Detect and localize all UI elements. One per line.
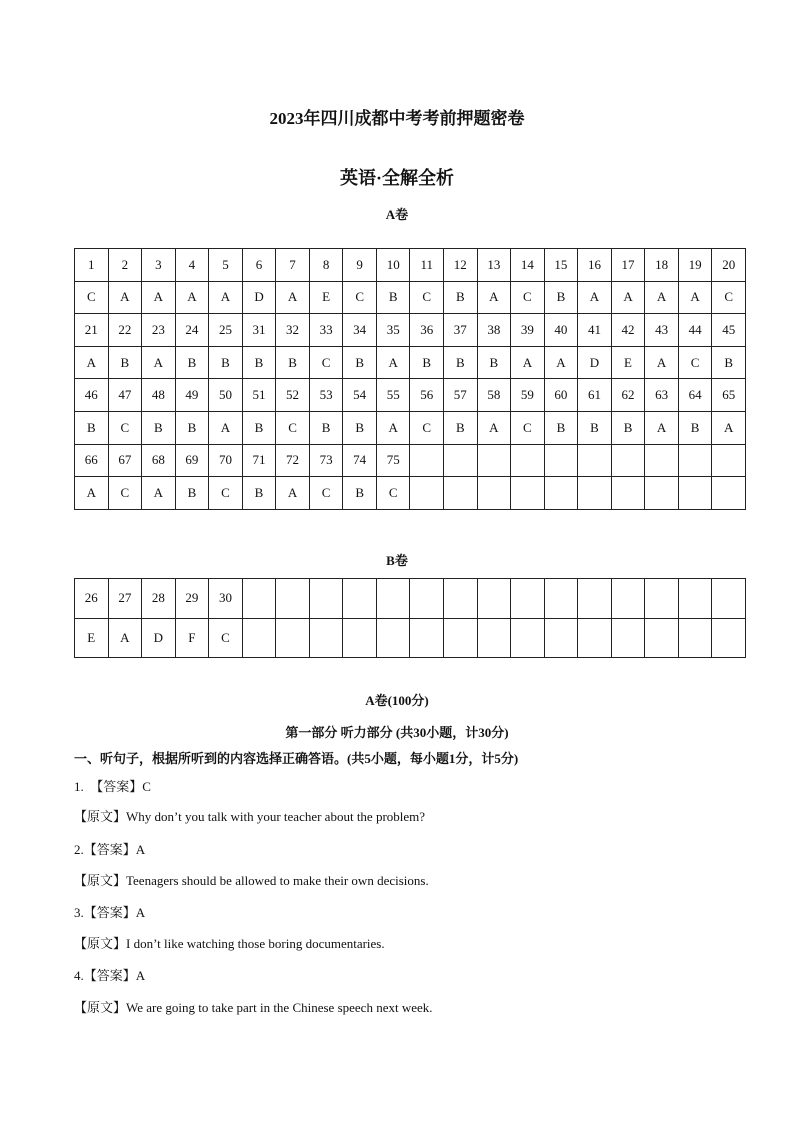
table-a-cell: B (175, 477, 209, 510)
table-a-cell: C (309, 346, 343, 379)
table-a-cell: B (544, 411, 578, 444)
table-b-cell (242, 579, 276, 619)
table-a-cell (444, 477, 478, 510)
table-a-cell: B (242, 346, 276, 379)
answer-table-b (74, 578, 746, 658)
table-a-cell: 3 (142, 249, 176, 282)
table-a-cell: 66 (75, 444, 109, 477)
table-b-cell (343, 579, 377, 619)
table-a-cell: 36 (410, 314, 444, 347)
table-a-row (75, 411, 746, 444)
table-a-cell: A (511, 346, 545, 379)
table-a-cell: 60 (544, 379, 578, 412)
table-a-cell: C (276, 411, 310, 444)
table-b-cell (242, 618, 276, 658)
table-a-row (75, 444, 746, 477)
table-a-cell: B (343, 477, 377, 510)
table-b-cell (477, 579, 511, 619)
table-a-cell: 41 (578, 314, 612, 347)
table-a-cell: 48 (142, 379, 176, 412)
item-1-source: 【原文】Why don’t you talk with your teacher about the problem? (74, 809, 426, 824)
table-a-cell (410, 444, 444, 477)
section-instruction: 一、听句子，根据所听到的内容选择正确答语。(共5小题，每小题1分，计5分) (74, 751, 519, 766)
table-a-cell: 7 (276, 249, 310, 282)
table-b-cell (544, 618, 578, 658)
table-a-cell: 71 (242, 444, 276, 477)
table-b-cell (578, 618, 612, 658)
item-3-answer: 3.【答案】A (74, 905, 146, 920)
table-a-cell: D (578, 346, 612, 379)
table-b-cell (410, 618, 444, 658)
table-a-cell (544, 477, 578, 510)
table-a-cell: 32 (276, 314, 310, 347)
table-a-cell: 4 (175, 249, 209, 282)
table-a-cell: A (645, 281, 679, 314)
table-a-cell: 38 (477, 314, 511, 347)
table-a-cell: B (242, 411, 276, 444)
table-a-cell: B (410, 346, 444, 379)
table-a-cell: 68 (142, 444, 176, 477)
table-a-cell: 33 (309, 314, 343, 347)
table-b-cell: 29 (175, 579, 209, 619)
table-b-cell: C (209, 618, 243, 658)
table-b-cell (276, 579, 310, 619)
table-a-cell: B (578, 411, 612, 444)
table-a-cell: 62 (611, 379, 645, 412)
table-b-cell: D (142, 618, 176, 658)
table-a-cell: B (175, 346, 209, 379)
table-a-cell: 39 (511, 314, 545, 347)
table-a-cell: 17 (611, 249, 645, 282)
table-a-cell: 67 (108, 444, 142, 477)
table-a-cell: E (309, 281, 343, 314)
table-a-cell: 15 (544, 249, 578, 282)
item-2-source: 【原文】Teenagers should be allowed to make their own decisions. (74, 873, 429, 888)
table-b-cell: 30 (209, 579, 243, 619)
document-title: 2023年四川成都中考考前押题密卷 (269, 109, 525, 128)
table-a-cell (712, 477, 746, 510)
table-b-cell: F (175, 618, 209, 658)
table-a-cell (645, 444, 679, 477)
table-a-cell (544, 444, 578, 477)
table-a-cell: A (276, 281, 310, 314)
table-a-cell: 40 (544, 314, 578, 347)
table-b-cell (712, 579, 746, 619)
table-a-cell: 5 (209, 249, 243, 282)
table-a-cell: C (108, 477, 142, 510)
table-a-row (75, 281, 746, 314)
table-a-cell: 31 (242, 314, 276, 347)
table-a-cell: 57 (444, 379, 478, 412)
table-a-cell: 14 (511, 249, 545, 282)
table-a-cell: B (142, 411, 176, 444)
table-a-cell: A (142, 346, 176, 379)
table-b-cell (444, 579, 478, 619)
table-a-cell: 6 (242, 249, 276, 282)
table-a-cell: B (611, 411, 645, 444)
table-a-cell: B (276, 346, 310, 379)
table-a-cell: C (343, 281, 377, 314)
table-a-cell: A (376, 411, 410, 444)
table-b-cell (511, 579, 545, 619)
section-a-label: A卷 (385, 207, 409, 222)
table-a-cell: B (309, 411, 343, 444)
table-a-cell: 52 (276, 379, 310, 412)
table-a-cell: B (444, 281, 478, 314)
part-header: A卷(100分) (365, 693, 429, 708)
table-a-cell: B (444, 346, 478, 379)
table-a-cell: 64 (678, 379, 712, 412)
table-a-cell: A (108, 281, 142, 314)
table-b-cell (511, 618, 545, 658)
table-b-cell (712, 618, 746, 658)
table-a-cell (678, 444, 712, 477)
table-a-cell: 58 (477, 379, 511, 412)
table-a-cell: A (209, 281, 243, 314)
table-a-cell: 70 (209, 444, 243, 477)
table-b-cell (309, 618, 343, 658)
table-a-cell (645, 477, 679, 510)
table-a-cell: 20 (712, 249, 746, 282)
table-a-cell: 18 (645, 249, 679, 282)
table-a-cell (712, 444, 746, 477)
table-b-cell: A (108, 618, 142, 658)
table-a-cell: B (544, 281, 578, 314)
table-a-cell (611, 444, 645, 477)
table-a-row (75, 249, 746, 282)
table-a-cell: 21 (75, 314, 109, 347)
item-3-source: 【原文】I don’t like watching those boring documentaries. (74, 936, 385, 951)
table-a-cell: 9 (343, 249, 377, 282)
table-a-cell: 25 (209, 314, 243, 347)
table-a-cell (477, 444, 511, 477)
table-a-cell: A (276, 477, 310, 510)
table-a-cell: 73 (309, 444, 343, 477)
table-a-cell: B (209, 346, 243, 379)
item-4-source: 【原文】We are going to take part in the Chinese speech next week. (74, 1000, 433, 1015)
table-b-cell (645, 579, 679, 619)
table-a-cell: B (343, 411, 377, 444)
table-a-cell: 72 (276, 444, 310, 477)
document-subtitle: 英语·全解全析 (339, 168, 454, 188)
table-a-cell: 75 (376, 444, 410, 477)
table-a-cell: 51 (242, 379, 276, 412)
table-a-cell: B (444, 411, 478, 444)
table-a-cell: C (511, 411, 545, 444)
table-a-cell (578, 477, 612, 510)
table-a-cell: C (410, 281, 444, 314)
table-a-cell: 46 (75, 379, 109, 412)
table-a-cell: 74 (343, 444, 377, 477)
table-a-cell: 23 (142, 314, 176, 347)
table-a-cell: B (477, 346, 511, 379)
table-a-cell: A (477, 281, 511, 314)
answer-table-a (74, 248, 746, 510)
table-a-cell: 63 (645, 379, 679, 412)
table-a-cell: A (142, 281, 176, 314)
table-a-cell: C (712, 281, 746, 314)
table-a-cell: 22 (108, 314, 142, 347)
table-b-cell: E (75, 618, 109, 658)
table-a-cell: E (611, 346, 645, 379)
table-a-cell: A (477, 411, 511, 444)
table-a-cell: B (678, 411, 712, 444)
table-a-cell: 54 (343, 379, 377, 412)
table-a-cell: 53 (309, 379, 343, 412)
table-b-cell: 26 (75, 579, 109, 619)
table-a-cell: A (75, 346, 109, 379)
table-a-cell: 49 (175, 379, 209, 412)
table-a-cell: 42 (611, 314, 645, 347)
table-b-cell (611, 618, 645, 658)
table-a-cell: 69 (175, 444, 209, 477)
table-b-cell (645, 618, 679, 658)
table-b-cell (611, 579, 645, 619)
table-a-cell: B (108, 346, 142, 379)
table-a-cell: 2 (108, 249, 142, 282)
table-b-row (75, 579, 746, 619)
table-a-cell: C (309, 477, 343, 510)
table-b-cell (444, 618, 478, 658)
table-a-cell: A (645, 411, 679, 444)
table-a-cell: 35 (376, 314, 410, 347)
table-b-row (75, 618, 746, 658)
table-a-row (75, 314, 746, 347)
table-a-cell: 24 (175, 314, 209, 347)
item-4-answer: 4.【答案】A (74, 968, 146, 983)
item-2-answer: 2.【答案】A (74, 842, 146, 857)
table-a-cell: 55 (376, 379, 410, 412)
table-a-cell: 50 (209, 379, 243, 412)
table-a-cell (477, 477, 511, 510)
table-a-cell: 59 (511, 379, 545, 412)
table-b-cell: 28 (142, 579, 176, 619)
table-a-cell (611, 477, 645, 510)
table-b-cell (376, 579, 410, 619)
table-b-cell (544, 579, 578, 619)
table-a-cell: B (376, 281, 410, 314)
table-b-cell (678, 579, 712, 619)
table-b-cell (578, 579, 612, 619)
table-a-cell: C (511, 281, 545, 314)
table-a-cell: 37 (444, 314, 478, 347)
table-a-cell: 44 (678, 314, 712, 347)
table-a-cell: C (75, 281, 109, 314)
table-a-cell: 8 (309, 249, 343, 282)
table-a-cell: 43 (645, 314, 679, 347)
table-a-cell: 11 (410, 249, 444, 282)
table-a-cell: C (678, 346, 712, 379)
table-a-row (75, 379, 746, 412)
table-a-cell: A (142, 477, 176, 510)
table-a-cell: 19 (678, 249, 712, 282)
table-a-cell: A (611, 281, 645, 314)
table-a-cell: 1 (75, 249, 109, 282)
table-b-cell (343, 618, 377, 658)
table-b-cell (410, 579, 444, 619)
table-a-cell: A (75, 477, 109, 510)
table-b-cell (678, 618, 712, 658)
table-a-cell: 34 (343, 314, 377, 347)
table-a-cell: 61 (578, 379, 612, 412)
table-a-cell: A (209, 411, 243, 444)
table-a-cell: C (108, 411, 142, 444)
table-a-cell: C (209, 477, 243, 510)
table-a-cell (678, 477, 712, 510)
table-a-cell: A (544, 346, 578, 379)
item-1-answer: 1. 【答案】C (74, 779, 151, 794)
table-a-cell: A (376, 346, 410, 379)
table-a-cell: A (678, 281, 712, 314)
table-b-cell (276, 618, 310, 658)
table-a-cell: C (376, 477, 410, 510)
part-one-header: 第一部分 听力部分 (共30小题，计30分) (285, 725, 509, 740)
table-b-cell: 27 (108, 579, 142, 619)
table-b-cell (309, 579, 343, 619)
table-a-cell: 16 (578, 249, 612, 282)
table-a-cell: B (343, 346, 377, 379)
table-a-cell: B (175, 411, 209, 444)
table-a-cell: 12 (444, 249, 478, 282)
table-a-cell: A (712, 411, 746, 444)
table-a-cell: 56 (410, 379, 444, 412)
table-a-cell (511, 477, 545, 510)
table-a-cell: 13 (477, 249, 511, 282)
table-a-cell: 65 (712, 379, 746, 412)
table-a-cell: B (75, 411, 109, 444)
table-a-cell: A (578, 281, 612, 314)
table-b-cell (376, 618, 410, 658)
table-a-cell: 45 (712, 314, 746, 347)
table-a-cell: 10 (376, 249, 410, 282)
table-a-cell: B (242, 477, 276, 510)
table-a-cell: D (242, 281, 276, 314)
table-a-row (75, 346, 746, 379)
table-a-cell (511, 444, 545, 477)
table-a-cell: 47 (108, 379, 142, 412)
section-b-label: B卷 (386, 553, 408, 568)
table-a-cell: C (410, 411, 444, 444)
table-a-cell: A (175, 281, 209, 314)
table-a-cell (410, 477, 444, 510)
table-a-cell (578, 444, 612, 477)
table-b-cell (477, 618, 511, 658)
table-a-cell: B (712, 346, 746, 379)
table-a-row (75, 477, 746, 510)
table-a-cell: A (645, 346, 679, 379)
table-a-cell (444, 444, 478, 477)
